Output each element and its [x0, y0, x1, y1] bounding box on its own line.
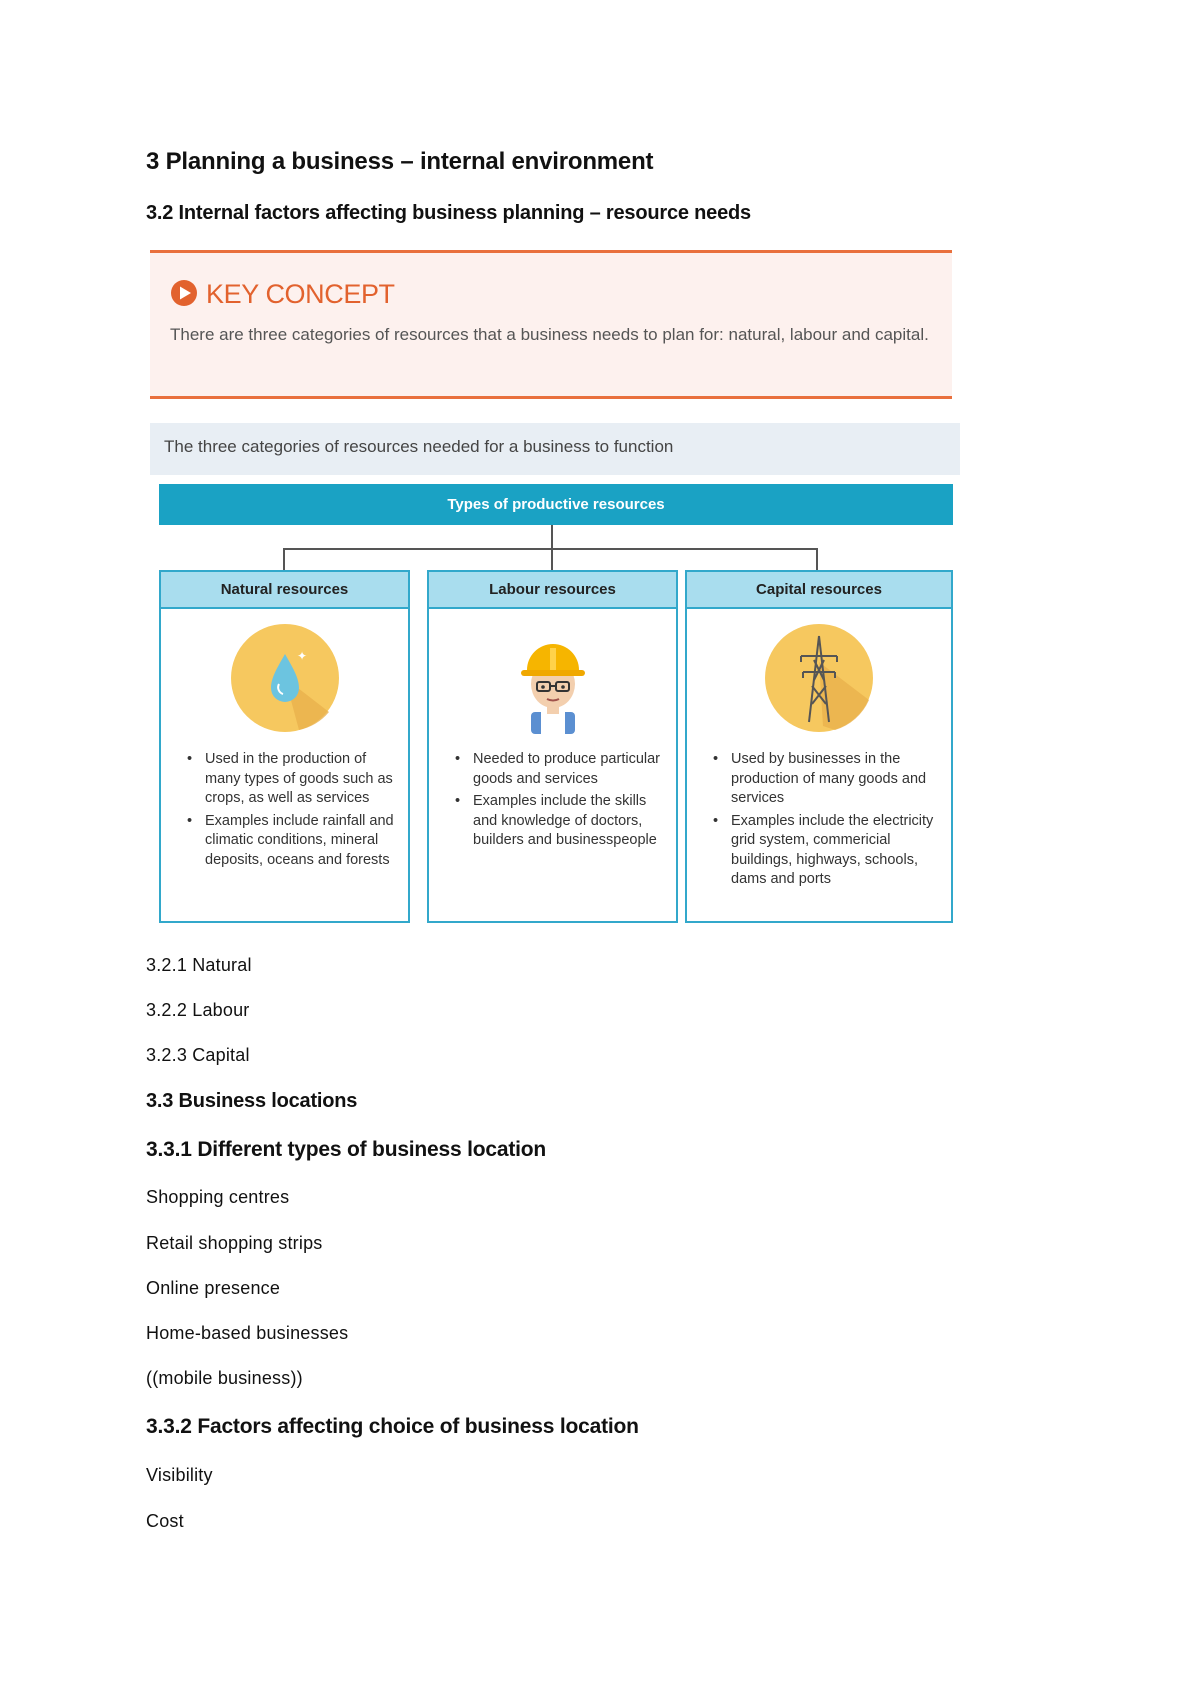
list-item: • Needed to produce particular goods and services [455, 750, 664, 789]
section-heading-3-3: 3.3 Business locations [146, 1090, 358, 1112]
section-heading-3-3-1: 3.3.1 Different types of business location [146, 1138, 547, 1161]
list-item: • Used in the production of many types of goods such as crops, as well as services [187, 750, 396, 809]
figure-header: Types of productive resources [159, 484, 953, 525]
section-heading-3-2: 3.2 Internal factors affecting business planning – resource needs [146, 202, 751, 224]
location-type-item: ((mobile business)) [146, 1368, 303, 1388]
sub-item-capital: 3.2.3 Capital [146, 1045, 250, 1065]
key-concept-text: There are three categories of resources that a business needs to plan for: natural, labour and capital. [170, 325, 929, 344]
labour-resources-box [427, 570, 678, 923]
location-type-item: Retail shopping strips [146, 1233, 323, 1253]
location-type-item: Online presence [146, 1278, 281, 1298]
sub-item-labour: 3.2.2 Labour [146, 1000, 250, 1020]
list-item: • Examples include the skills and knowledge of doctors, builders and businesspeople [455, 792, 664, 851]
location-type-item: Home-based businesses [146, 1323, 349, 1343]
page-title: 3 Planning a business – internal environment [146, 148, 654, 175]
section-heading-3-3-2: 3.3.2 Factors affecting choice of business location [146, 1415, 639, 1438]
connector-line [551, 548, 553, 570]
figure-caption: The three categories of resources needed for a business to function [164, 437, 674, 456]
figure-caption-bar [150, 423, 960, 475]
labour-resources-title: Labour resources [429, 572, 676, 609]
factor-item: Cost [146, 1511, 184, 1531]
connector-line [283, 548, 285, 570]
key-concept-title: KEY CONCEPT [206, 279, 395, 309]
capital-resources-title: Capital resources [687, 572, 951, 609]
list-item: • Examples include rainfall and climatic conditions, mineral deposits, oceans and forests [187, 812, 396, 871]
natural-resources-box [159, 570, 410, 923]
list-item: • Used by businesses in the production of many goods and services [713, 750, 939, 809]
water-drop-icon [229, 622, 341, 734]
list-item: • Examples include the electricity grid system, commericial buildings, highways, schools, dams and ports [713, 812, 939, 890]
connector-line [816, 548, 818, 570]
power-pylon-icon [763, 622, 875, 734]
play-circle-icon [170, 279, 198, 307]
labour-resources-list [455, 750, 664, 854]
capital-resources-box [685, 570, 953, 923]
connector-line [551, 525, 553, 549]
resources-figure [150, 423, 962, 928]
factor-item: Visibility [146, 1465, 213, 1485]
natural-resources-list [187, 750, 396, 873]
sub-item-natural: 3.2.1 Natural [146, 955, 252, 975]
svg-text:✦: ✦ [296, 649, 307, 663]
location-type-item: Shopping centres [146, 1187, 290, 1207]
capital-resources-list [713, 750, 939, 893]
key-concept-box [150, 250, 952, 399]
worker-icon [497, 622, 609, 734]
natural-resources-title: Natural resources [161, 572, 408, 609]
